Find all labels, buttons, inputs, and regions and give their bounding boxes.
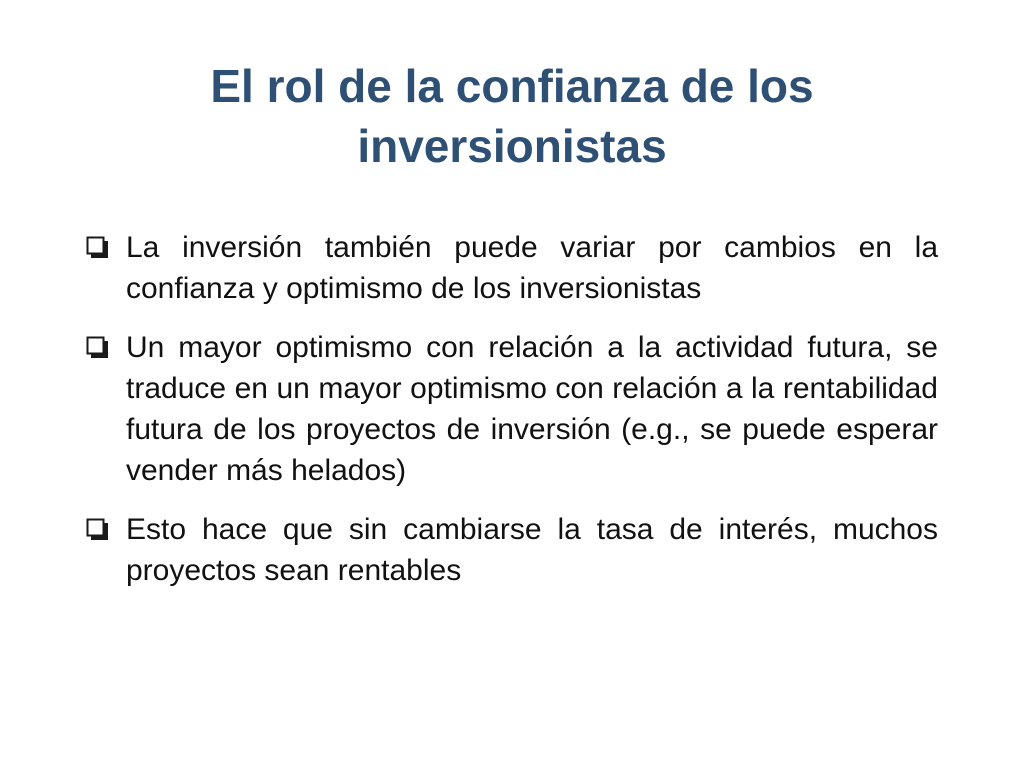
checkbox-square-icon (86, 509, 126, 550)
bullet-text: La inversión también puede variar por cambios en la confianza y optimismo de los inversionistas (126, 231, 938, 305)
bullet-item (86, 327, 938, 491)
bullet-text: Esto hace que sin cambiarse la tasa de interés, muchos proyectos sean rentables (126, 513, 938, 587)
bullet-list (86, 227, 938, 609)
checkbox-square-icon (86, 327, 126, 368)
slide-title: El rol de la confianza de los inversionistas (210, 60, 814, 172)
bullet-text: Un mayor optimismo con relación a la actividad futura, se traduce en un mayor optimismo con relación a la rentabilidad futura de los proyectos de inversión (e.g., se puede esperar vender más helados) (126, 331, 938, 487)
bullet-item (86, 509, 938, 591)
checkbox-square-icon (86, 227, 126, 268)
bullet-item (86, 227, 938, 309)
